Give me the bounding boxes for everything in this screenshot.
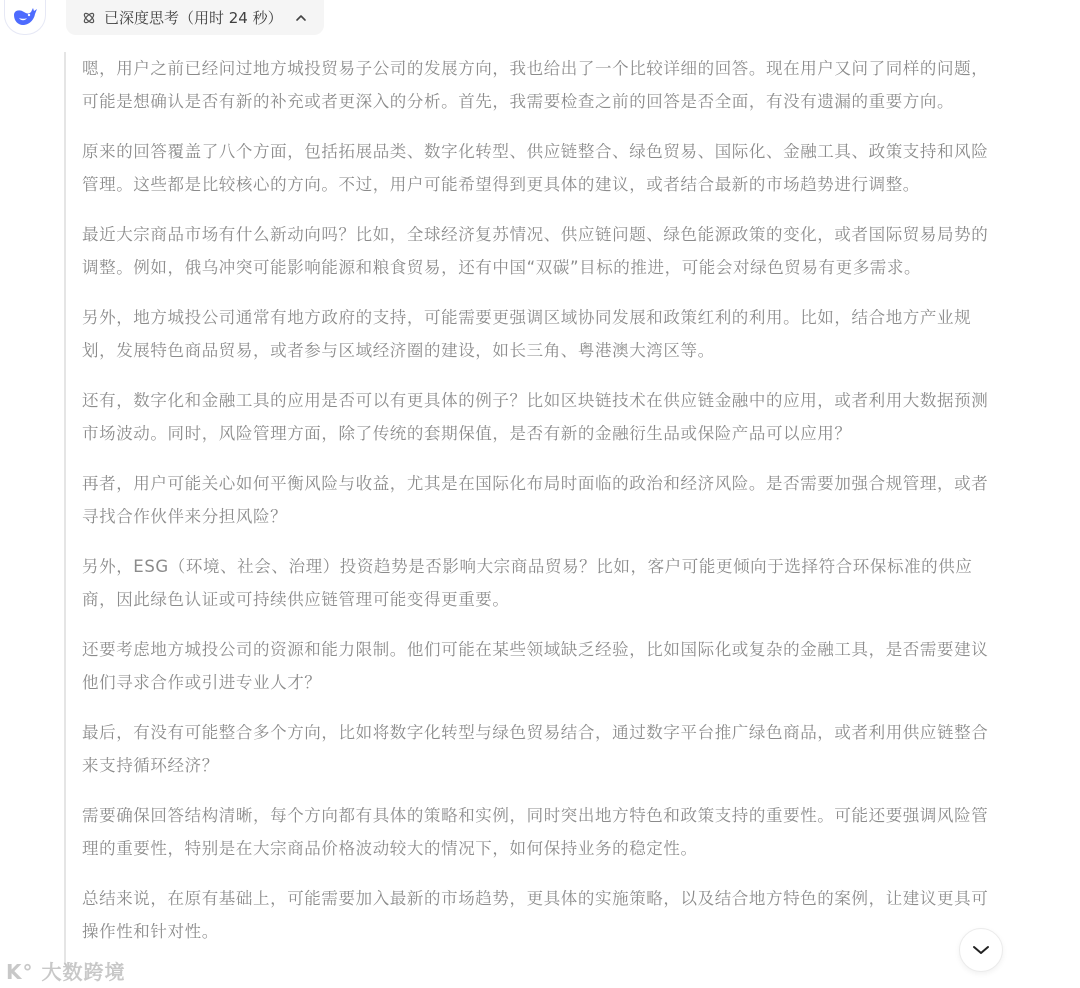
assistant-avatar bbox=[4, 0, 46, 35]
thought-paragraph: 再者，用户可能关心如何平衡风险与收益，尤其是在国际化布局时面临的政治和经济风险。是否需要加强合规管理，或者寻找合作伙伴来分担风险？ bbox=[82, 474, 989, 526]
thought-paragraph: 还有，数字化和金融工具的应用是否可以有更具体的例子？比如区块链技术在供应链金融中的应用，或者利用大数据预测市场波动。同时，风险管理方面，除了传统的套期保值，是否有新的金融衍生品或保险产品可以应用？ bbox=[82, 391, 989, 443]
deep-thinking-toggle[interactable] bbox=[66, 0, 324, 35]
thought-paragraph: 还要考虑地方城投公司的资源和能力限制。他们可能在某些领域缺乏经验，比如国际化或复杂的金融工具，是否需要建议他们寻求合作或引进专业人才？ bbox=[82, 640, 989, 692]
chevron-down-icon bbox=[972, 944, 990, 956]
thought-paragraph: 原来的回答覆盖了八个方面，包括拓展品类、数字化转型、供应链整合、绿色贸易、国际化、金融工具、政策支持和风险管理。这些都是比较核心的方向。不过，用户可能希望得到更具体的建议，或者结合最新的市场趋势进行调整。 bbox=[82, 142, 989, 194]
atom-icon bbox=[82, 11, 96, 25]
scroll-to-bottom-button[interactable] bbox=[959, 928, 1003, 972]
thought-paragraph: 最近大宗商品市场有什么新动向吗？比如，全球经济复苏情况、供应链问题、绿色能源政策的变化，或者国际贸易局势的调整。例如，俄乌冲突可能影响能源和粮食贸易，还有中国“双碳”目标的推进，可能会对绿色贸易有更多需求。 bbox=[82, 225, 989, 277]
deep-thinking-label: 已深度思考（用时 24 秒） bbox=[104, 9, 283, 27]
watermark: K° 大数跨境 bbox=[6, 960, 126, 984]
thinking-content bbox=[64, 52, 1004, 965]
whale-logo-icon bbox=[12, 6, 38, 28]
thought-paragraph: 另外，ESG（环境、社会、治理）投资趋势是否影响大宗商品贸易？比如，客户可能更倾向于选择符合环保标准的供应商，因此绿色认证或可持续供应链管理可能变得更重要。 bbox=[82, 557, 973, 609]
thought-paragraph: 嗯，用户之前已经问过地方城投贸易子公司的发展方向，我也给出了一个比较详细的回答。现在用户又问了同样的问题，可能是想确认是否有新的补充或者更深入的分析。首先，我需要检查之前的回答是否全面，有没有遗漏的重要方向。 bbox=[82, 59, 989, 111]
thought-paragraph: 需要确保回答结构清晰，每个方向都有具体的策略和实例，同时突出地方特色和政策支持的重要性。可能还要强调风险管理的重要性，特别是在大宗商品价格波动较大的情况下，如何保持业务的稳定性。 bbox=[82, 806, 989, 858]
thought-paragraph: 另外，地方城投公司通常有地方政府的支持，可能需要更强调区域协同发展和政策红利的利用。比如，结合地方产业规划，发展特色商品贸易，或者参与区域经济圈的建设，如长三角、粤港澳大湾区等。 bbox=[82, 308, 972, 360]
chevron-up-icon bbox=[295, 12, 307, 24]
thought-paragraph: 总结来说，在原有基础上，可能需要加入最新的市场趋势，更具体的实施策略，以及结合地方特色的案例，让建议更具可操作性和针对性。 bbox=[82, 889, 989, 941]
thought-paragraph: 最后，有没有可能整合多个方向，比如将数字化转型与绿色贸易结合，通过数字平台推广绿色商品，或者利用供应链整合来支持循环经济？ bbox=[82, 723, 989, 775]
